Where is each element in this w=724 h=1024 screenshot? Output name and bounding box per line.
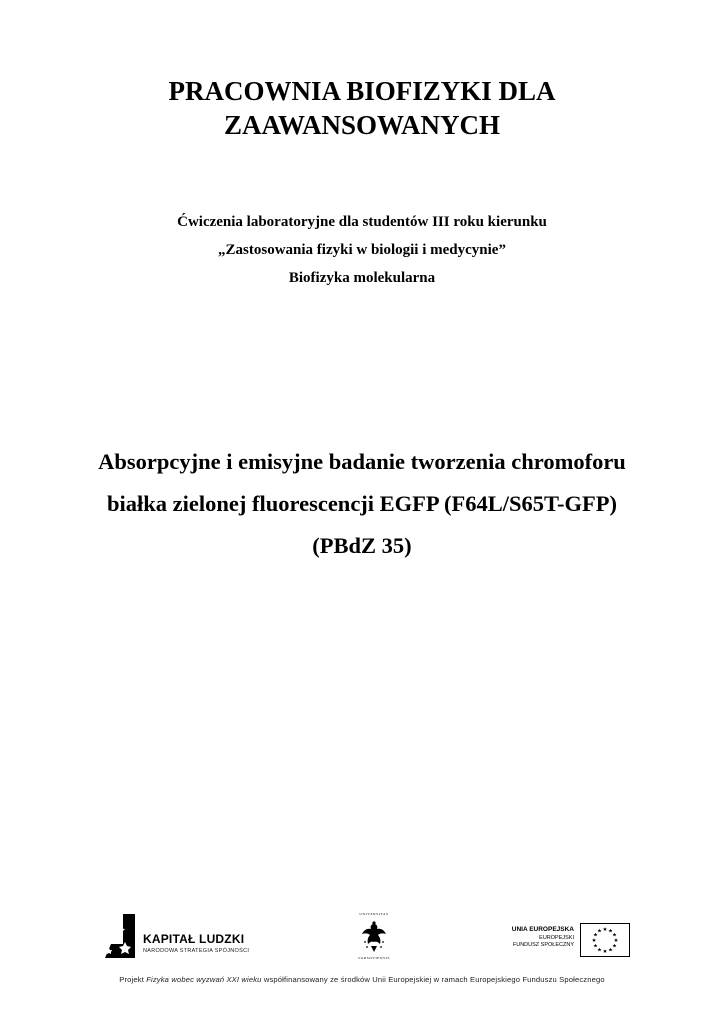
unia-europejska-name: UNIA EUROPEJSKA — [511, 926, 574, 933]
kapital-ludzki-name: KAPITAŁ LUDZKI — [143, 932, 245, 946]
course-info-line-1: Ćwiczenia laboratoryjne dla studentów III roku kierunku — [177, 214, 547, 230]
title-line-1: PRACOWNIA BIOFIZYKI DLA — [168, 76, 556, 106]
course-info-line-2: „Zastosowania fizyki w biologii i medycynie” — [218, 242, 506, 258]
footer-project-name: Fizyka wobec wyzwań XXI wieku — [146, 975, 262, 984]
footer-suffix: współfinansowany ze środków Unii Europejskiej w ramach Europejskiego Funduszu Społecznego — [261, 975, 605, 984]
eu-flag-icon — [580, 923, 630, 957]
funding-footer — [0, 975, 724, 984]
university-bottom-text: VARSOVIENSIS — [357, 956, 391, 960]
kapital-ludzki-mark-icon — [101, 914, 141, 960]
university-top-text: UNIVERSITAS — [359, 912, 389, 916]
topic-line-3: (PBdZ 35) — [312, 533, 412, 558]
university-warsaw-logo — [352, 912, 396, 964]
eu-stars-icon — [581, 924, 629, 956]
footer-prefix: Projekt — [119, 975, 147, 984]
kapital-ludzki-subtitle: NARODOWA STRATEGIA SPÓJNOŚCI — [143, 948, 250, 954]
eagle-crest-icon — [361, 920, 387, 954]
topic-line-1: Absorpcyjne i emisyjne badanie tworzenia chromoforu — [98, 449, 626, 474]
fund-line-1: EUROPEJSKI — [539, 935, 574, 941]
course-info-line-3: Biofizyka molekularna — [288, 270, 436, 286]
kapital-ludzki-logo — [101, 914, 251, 964]
unia-europejska-logo — [505, 922, 630, 962]
topic-line-2: białka zielonej fluorescencji EGFP (F64L/S65T-GFP) — [107, 491, 617, 516]
fund-line-2: FUNDUSZ SPOŁECZNY — [512, 942, 574, 948]
document-title — [0, 74, 724, 142]
course-info — [0, 208, 724, 292]
exercise-topic — [0, 441, 724, 567]
title-line-2: ZAAWANSOWANYCH — [223, 110, 501, 140]
